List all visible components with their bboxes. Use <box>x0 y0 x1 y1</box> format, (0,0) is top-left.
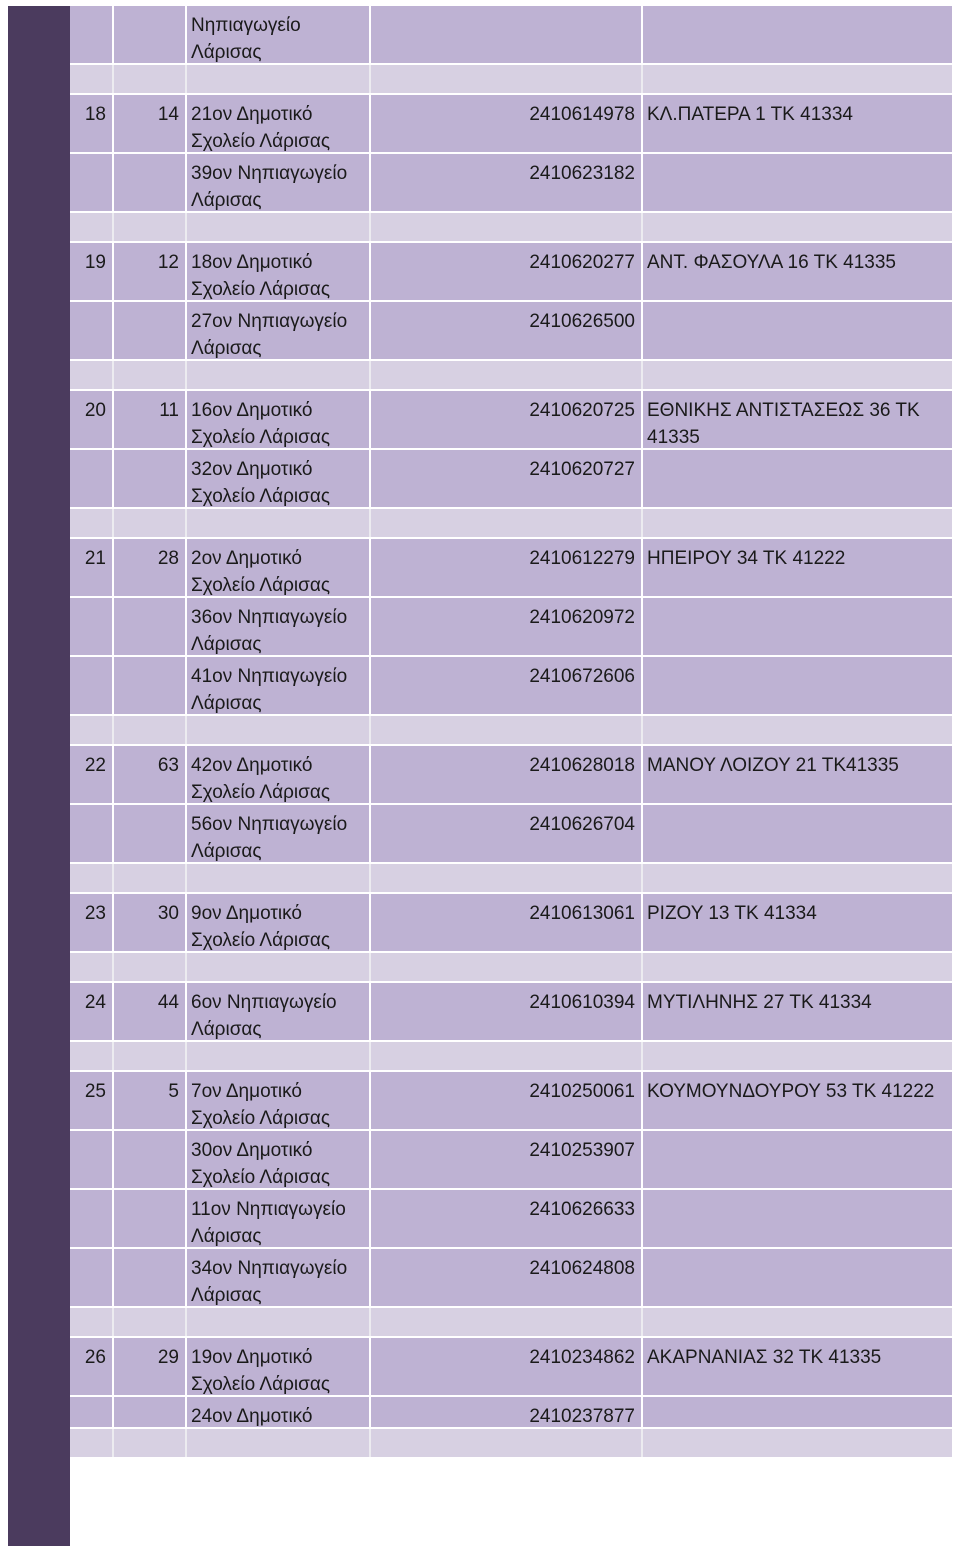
school-name: 7ον Δημοτικό Σχολείο Λάρισας <box>187 1072 369 1129</box>
row-index: 24 <box>70 983 112 1040</box>
row-count: 5 <box>114 1072 185 1129</box>
address: ΑΚΑΡΝΑΝΙΑΣ 32 ΤΚ 41335 <box>643 1338 952 1395</box>
row-index <box>70 1249 112 1306</box>
separator-cell <box>187 65 369 93</box>
separator-cell <box>70 953 112 981</box>
separator-cell <box>70 1042 112 1070</box>
separator-cell <box>371 864 641 892</box>
table-row <box>70 983 952 1040</box>
school-name: 9ον Δημοτικό Σχολείο Λάρισας <box>187 894 369 951</box>
separator-cell <box>187 1042 369 1070</box>
separator-cell <box>114 953 185 981</box>
table-row <box>70 657 952 714</box>
school-name: 56ον Νηπιαγωγείο Λάρισας <box>187 805 369 862</box>
phone-number: 2410624808 <box>371 1249 641 1306</box>
phone-number: 2410620727 <box>371 450 641 507</box>
row-index <box>70 302 112 359</box>
group-separator <box>70 1308 952 1336</box>
row-count <box>114 657 185 714</box>
row-index: 22 <box>70 746 112 803</box>
phone-number: 2410672606 <box>371 657 641 714</box>
separator-cell <box>114 1042 185 1070</box>
phone-number: 2410623182 <box>371 154 641 211</box>
school-name: 30ον Δημοτικό Σχολείο Λάρισας <box>187 1131 369 1188</box>
row-index: 23 <box>70 894 112 951</box>
separator-cell <box>187 716 369 744</box>
separator-cell <box>70 509 112 537</box>
address <box>643 1190 952 1247</box>
address <box>643 6 952 63</box>
school-name: 39ον Νηπιαγωγείο Λάρισας <box>187 154 369 211</box>
school-name: 32ον Δημοτικό Σχολείο Λάρισας <box>187 450 369 507</box>
row-count <box>114 6 185 63</box>
phone-number: 2410620972 <box>371 598 641 655</box>
group-separator <box>70 509 952 537</box>
phone-number: 2410620725 <box>371 391 641 448</box>
address <box>643 1249 952 1306</box>
table-row <box>70 1131 952 1188</box>
phone-number: 2410628018 <box>371 746 641 803</box>
separator-cell <box>371 509 641 537</box>
row-index <box>70 154 112 211</box>
row-count: 63 <box>114 746 185 803</box>
separator-cell <box>187 1429 369 1457</box>
phone-number: 2410612279 <box>371 539 641 596</box>
separator-cell <box>114 864 185 892</box>
address <box>643 805 952 862</box>
table-row <box>70 154 952 211</box>
school-name: 18ον Δημοτικό Σχολείο Λάρισας <box>187 243 369 300</box>
table-row <box>70 746 952 803</box>
address <box>643 302 952 359</box>
school-name: 21ον Δημοτικό Σχολείο Λάρισας <box>187 95 369 152</box>
school-name: 2ον Δημοτικό Σχολείο Λάρισας <box>187 539 369 596</box>
row-count <box>114 1190 185 1247</box>
school-name: Νηπιαγωγείο Λάρισας <box>187 6 369 63</box>
phone-number: 2410253907 <box>371 1131 641 1188</box>
separator-cell <box>187 864 369 892</box>
separator-cell <box>187 213 369 241</box>
row-count: 30 <box>114 894 185 951</box>
address: ΜΥΤΙΛΗΝΗΣ 27 ΤΚ 41334 <box>643 983 952 1040</box>
row-count: 12 <box>114 243 185 300</box>
separator-cell <box>187 953 369 981</box>
row-index: 18 <box>70 95 112 152</box>
row-index <box>70 450 112 507</box>
group-separator <box>70 716 952 744</box>
table-row <box>70 95 952 152</box>
phone-number: 2410626500 <box>371 302 641 359</box>
separator-cell <box>70 864 112 892</box>
table-side-band <box>8 6 70 1546</box>
school-name: 16ον Δημοτικό Σχολείο Λάρισας <box>187 391 369 448</box>
school-table <box>8 6 952 1546</box>
separator-cell <box>643 1042 952 1070</box>
phone-number: 2410614978 <box>371 95 641 152</box>
address: ΡΙΖΟΥ 13 ΤΚ 41334 <box>643 894 952 951</box>
table-row <box>70 1397 952 1427</box>
row-index <box>70 6 112 63</box>
separator-cell <box>114 1429 185 1457</box>
row-index: 25 <box>70 1072 112 1129</box>
table-row <box>70 302 952 359</box>
address <box>643 450 952 507</box>
separator-cell <box>643 953 952 981</box>
row-count <box>114 805 185 862</box>
row-index: 21 <box>70 539 112 596</box>
phone-number: 2410626704 <box>371 805 641 862</box>
separator-cell <box>643 361 952 389</box>
table-row <box>70 1249 952 1306</box>
row-count <box>114 1131 185 1188</box>
table-row <box>70 391 952 448</box>
phone-number <box>371 6 641 63</box>
separator-cell <box>70 716 112 744</box>
address: ΕΘΝΙΚΗΣ ΑΝΤΙΣΤΑΣΕΩΣ 36 ΤΚ 41335 <box>643 391 952 448</box>
address <box>643 657 952 714</box>
row-index <box>70 1190 112 1247</box>
row-count <box>114 450 185 507</box>
school-name: 19ον Δημοτικό Σχολείο Λάρισας <box>187 1338 369 1395</box>
row-index: 26 <box>70 1338 112 1395</box>
phone-number: 2410250061 <box>371 1072 641 1129</box>
row-count <box>114 598 185 655</box>
address: ΚΛ.ΠΑΤΕΡΑ 1 ΤΚ 41334 <box>643 95 952 152</box>
phone-number: 2410237877 <box>371 1397 641 1427</box>
separator-cell <box>371 1429 641 1457</box>
row-count <box>114 302 185 359</box>
table-row <box>70 894 952 951</box>
separator-cell <box>371 1042 641 1070</box>
school-name: 6ον Νηπιαγωγείο Λάρισας <box>187 983 369 1040</box>
row-count: 29 <box>114 1338 185 1395</box>
table-row <box>70 598 952 655</box>
separator-cell <box>643 65 952 93</box>
school-name: 34ον Νηπιαγωγείο Λάρισας <box>187 1249 369 1306</box>
separator-cell <box>643 716 952 744</box>
separator-cell <box>70 1429 112 1457</box>
separator-cell <box>643 1429 952 1457</box>
phone-number: 2410234862 <box>371 1338 641 1395</box>
group-separator <box>70 1429 952 1457</box>
school-name: 42ον Δημοτικό Σχολείο Λάρισας <box>187 746 369 803</box>
phone-number: 2410626633 <box>371 1190 641 1247</box>
row-count <box>114 1249 185 1306</box>
address <box>643 1397 952 1427</box>
school-name: 11ον Νηπιαγωγείο Λάρισας <box>187 1190 369 1247</box>
table-row <box>70 1338 952 1395</box>
address: ΑΝΤ. ΦΑΣΟΥΛΑ 16 ΤΚ 41335 <box>643 243 952 300</box>
row-index: 20 <box>70 391 112 448</box>
table-row <box>70 6 952 63</box>
row-count: 28 <box>114 539 185 596</box>
address: ΚΟΥΜΟΥΝΔΟΥΡΟΥ 53 ΤΚ 41222 <box>643 1072 952 1129</box>
separator-cell <box>643 1308 952 1336</box>
row-index <box>70 657 112 714</box>
group-separator <box>70 361 952 389</box>
row-count: 11 <box>114 391 185 448</box>
separator-cell <box>114 361 185 389</box>
separator-cell <box>114 1308 185 1336</box>
table-row <box>70 805 952 862</box>
row-index <box>70 805 112 862</box>
separator-cell <box>114 509 185 537</box>
phone-number: 2410613061 <box>371 894 641 951</box>
row-index <box>70 1131 112 1188</box>
row-index <box>70 598 112 655</box>
separator-cell <box>187 509 369 537</box>
group-separator <box>70 864 952 892</box>
row-count <box>114 154 185 211</box>
separator-cell <box>187 1308 369 1336</box>
address: ΜΑΝΟΥ ΛΟΙΖΟΥ 21 ΤΚ41335 <box>643 746 952 803</box>
address <box>643 1131 952 1188</box>
school-name: 41ον Νηπιαγωγείο Λάρισας <box>187 657 369 714</box>
address <box>643 598 952 655</box>
separator-cell <box>70 361 112 389</box>
separator-cell <box>114 716 185 744</box>
table-row <box>70 1072 952 1129</box>
phone-number: 2410610394 <box>371 983 641 1040</box>
separator-cell <box>371 65 641 93</box>
separator-cell <box>70 213 112 241</box>
separator-cell <box>643 864 952 892</box>
table-row <box>70 539 952 596</box>
group-separator <box>70 953 952 981</box>
row-count: 44 <box>114 983 185 1040</box>
separator-cell <box>187 361 369 389</box>
address: ΗΠΕΙΡΟΥ 34 ΤΚ 41222 <box>643 539 952 596</box>
table-row <box>70 450 952 507</box>
school-name: 27ον Νηπιαγωγείο Λάρισας <box>187 302 369 359</box>
separator-cell <box>643 509 952 537</box>
separator-cell <box>371 361 641 389</box>
row-index: 19 <box>70 243 112 300</box>
separator-cell <box>643 213 952 241</box>
phone-number: 2410620277 <box>371 243 641 300</box>
table-row <box>70 243 952 300</box>
school-name: 24ον Δημοτικό <box>187 1397 369 1427</box>
address <box>643 154 952 211</box>
separator-cell <box>371 213 641 241</box>
row-count <box>114 1397 185 1427</box>
row-index <box>70 1397 112 1427</box>
separator-cell <box>70 65 112 93</box>
table-row <box>70 1190 952 1247</box>
group-separator <box>70 213 952 241</box>
separator-cell <box>114 65 185 93</box>
group-separator <box>70 65 952 93</box>
separator-cell <box>70 1308 112 1336</box>
separator-cell <box>371 716 641 744</box>
group-separator <box>70 1042 952 1070</box>
row-count: 14 <box>114 95 185 152</box>
separator-cell <box>371 1308 641 1336</box>
separator-cell <box>114 213 185 241</box>
school-name: 36ον Νηπιαγωγείο Λάρισας <box>187 598 369 655</box>
separator-cell <box>371 953 641 981</box>
